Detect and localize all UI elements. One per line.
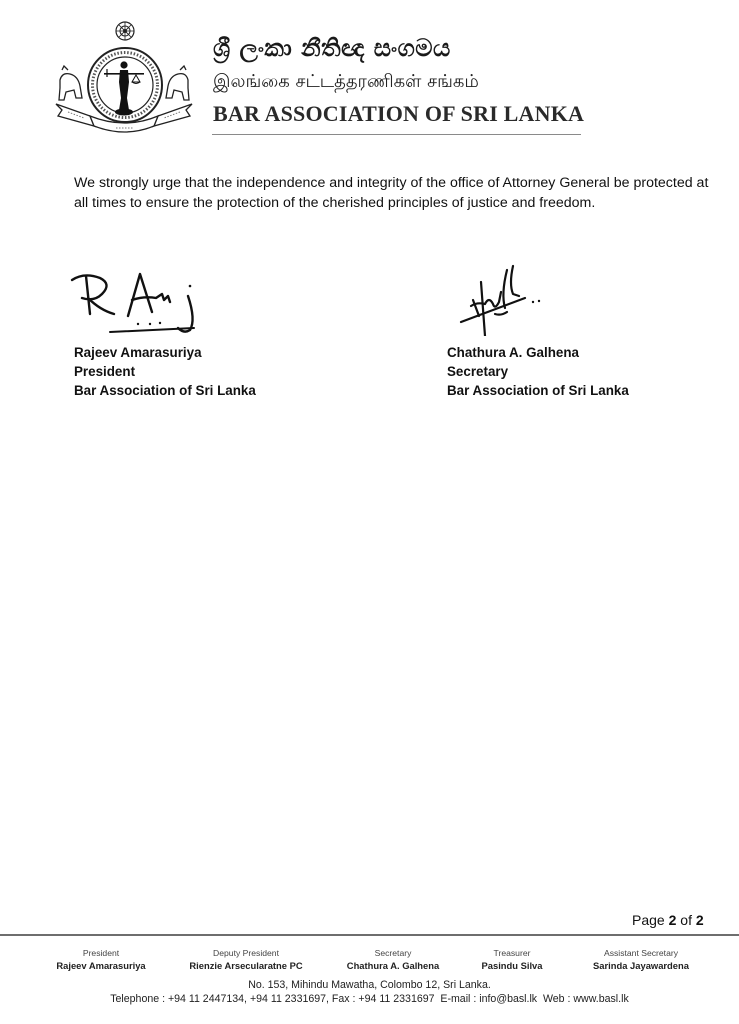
officer-role: Treasurer [493, 948, 531, 958]
footer-officers [0, 948, 739, 974]
officer-treasurer [482, 948, 543, 972]
signature-president [66, 268, 226, 340]
officer-name: Rajeev Amarasuriya [56, 960, 146, 971]
page-number [632, 912, 704, 928]
officer-assistant-secretary [593, 948, 689, 972]
page-prefix: Page [632, 912, 665, 928]
footer-contact: Telephone : +94 11 2447134, +94 11 2331697, Fax : +94 11 2331697 E-mail : info@basl.lk Web : www.basl.lk [110, 993, 629, 1005]
signature-secretary [455, 264, 555, 336]
officer-name: Rienzie Arsecularatne PC [189, 960, 303, 971]
signatory-organization: Bar Association of Sri Lanka [447, 383, 629, 398]
lion-right-icon [166, 66, 189, 100]
officer-secretary [347, 948, 439, 972]
officer-role: Secretary [374, 948, 412, 958]
signatory-organization: Bar Association of Sri Lanka [74, 383, 256, 398]
page-separator: of [680, 912, 692, 928]
org-name-english: BAR ASSOCIATION OF SRI LANKA [213, 101, 585, 126]
signatory-block-secretary [447, 343, 629, 400]
signatory-title: President [74, 364, 136, 379]
signatory-name: Rajeev Amarasuriya [74, 345, 202, 360]
officer-role: President [82, 948, 120, 958]
dharma-wheel-icon [116, 22, 134, 40]
org-name-sinhala: ශ්‍රී ලංකා නීතිඥ සංගමය [213, 34, 451, 62]
lion-left-icon [59, 66, 82, 100]
officer-name: Pasindu Silva [481, 960, 543, 971]
officer-deputy-president [189, 948, 302, 972]
signatory-title: Secretary [447, 364, 509, 379]
officer-name: Sarinda Jayawardena [593, 960, 689, 971]
officer-name: Chathura A. Galhena [346, 960, 440, 971]
officer-president [56, 948, 145, 972]
signatory-block-president [74, 343, 256, 400]
org-name-tamil: இலங்கை சட்டத்தரணிகள் சங்கம் [213, 71, 479, 92]
officer-role: Deputy President [213, 948, 279, 958]
page-current: 2 [668, 912, 677, 928]
page-total: 2 [695, 912, 704, 928]
footer-address: No. 153, Mihindu Mawatha, Colombo 12, Sri Lanka. [248, 979, 491, 991]
header-divider [212, 134, 581, 135]
basl-emblem-logo [54, 20, 194, 138]
officer-role: Assistant Secretary [603, 948, 679, 958]
signatory-name: Chathura A. Galhena [447, 345, 579, 360]
letter-body-paragraph: We strongly urge that the independence and integrity of the office of Attorney General be protected at all times to ensure the protection of the cherished principles of justice and freedom. [74, 175, 709, 211]
footer-divider [0, 934, 739, 936]
